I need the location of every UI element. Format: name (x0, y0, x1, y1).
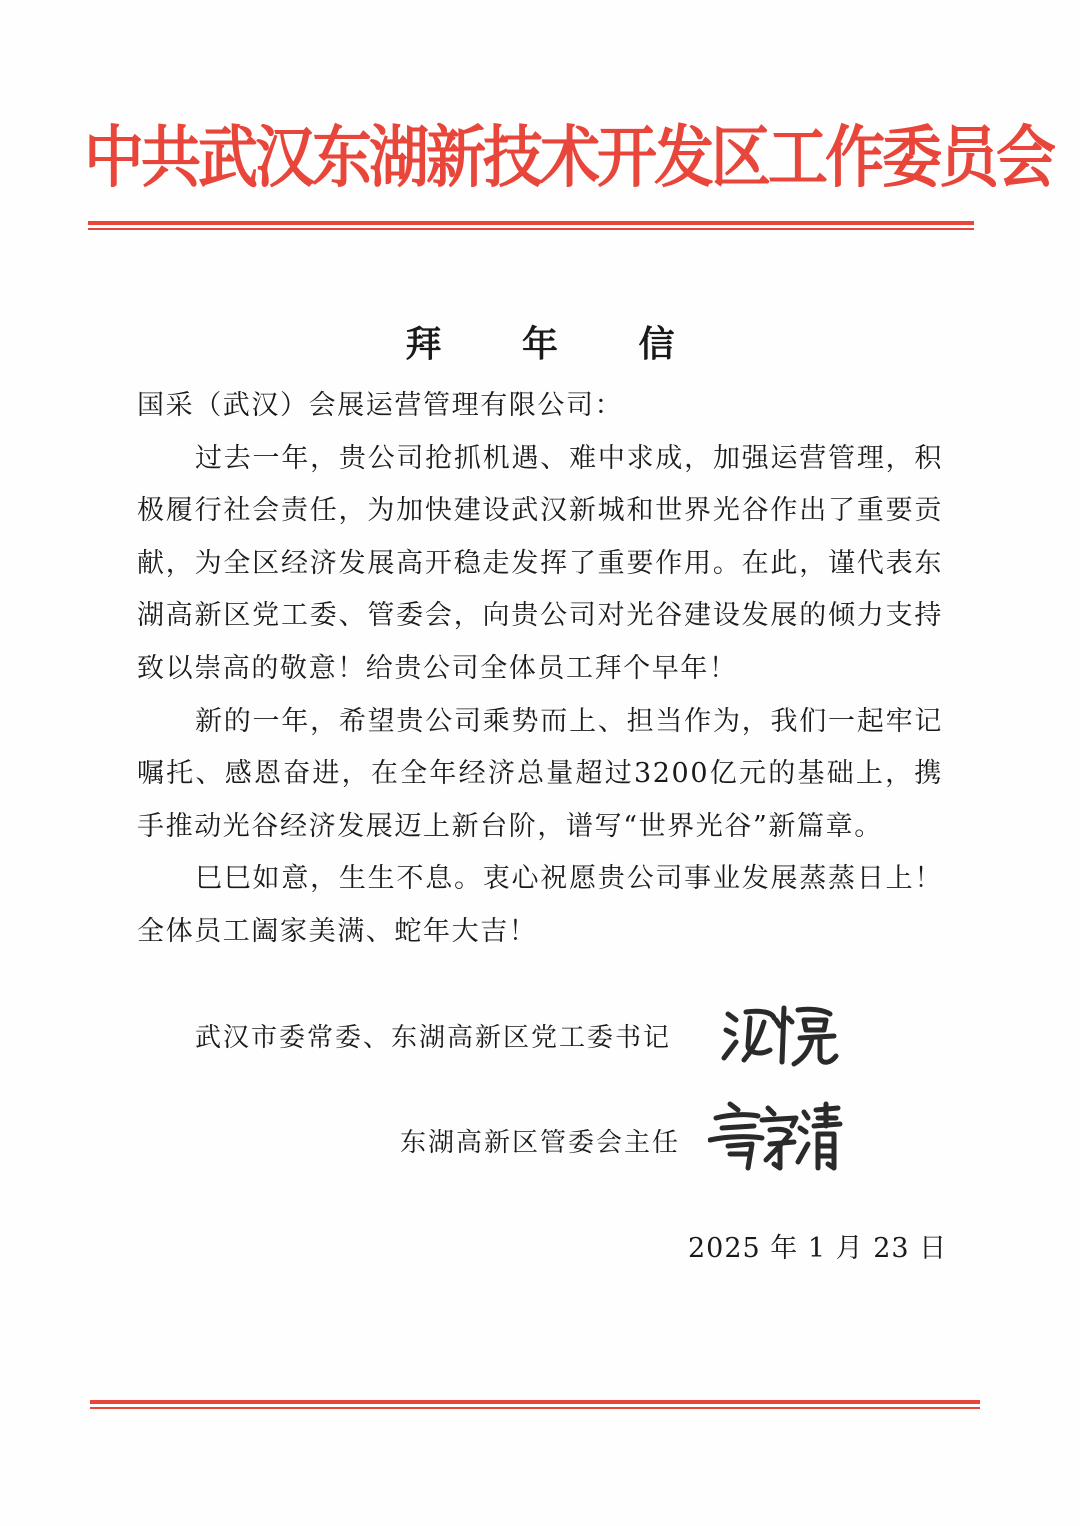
letter-body (137, 380, 943, 959)
divider-thin-line (90, 1407, 980, 1409)
paragraph: 巳巳如意，生生不息。衷心祝愿贵公司事业发展蒸蒸日上！全体员工阖家美满、蛇年大吉！ (137, 863, 943, 947)
signatory-title: 武汉市委常委、东湖高新区党工委书记 (195, 1023, 672, 1053)
letter-date: 2025 年 1 月 23 日 (688, 1233, 948, 1264)
divider-thick-line (90, 1400, 980, 1404)
divider-thin-line (88, 228, 974, 230)
divider-thick-line (88, 221, 974, 225)
letter-title: 拜 年 信 (405, 323, 709, 365)
letterhead-divider (88, 221, 974, 230)
handwritten-signature-shen-yue (720, 1000, 840, 1070)
salutation: 国采（武汉）会展运营管理有限公司： (137, 390, 624, 421)
handwritten-signature-director (708, 1098, 843, 1173)
paragraph: 新的一年，希望贵公司乘势而上、担当作为，我们一起牢记嘱托、感恩奋进，在全年经济总量超过3200亿元的基础上，携手推动光谷经济发展迈上新台阶，谱写“世界光谷”新篇章。 (137, 705, 943, 842)
letterhead-title: 中共武汉东湖新技术开发区工作委员会 (84, 118, 1053, 198)
paragraph: 过去一年，贵公司抢抓机遇、难中求成，加强运营管理，积极履行社会责任，为加快建设武汉新城和世界光谷作出了重要贡献，为全区经济发展高开稳走发挥了重要作用。在此，谨代表东湖高新区党工委、管委会，向贵公司对光谷建设发展的倾力支持致以崇高的敬意！给贵公司全体员工拜个早年！ (137, 442, 943, 684)
footer-divider (90, 1400, 980, 1409)
signatory-title: 东湖高新区管委会主任 (400, 1128, 681, 1158)
